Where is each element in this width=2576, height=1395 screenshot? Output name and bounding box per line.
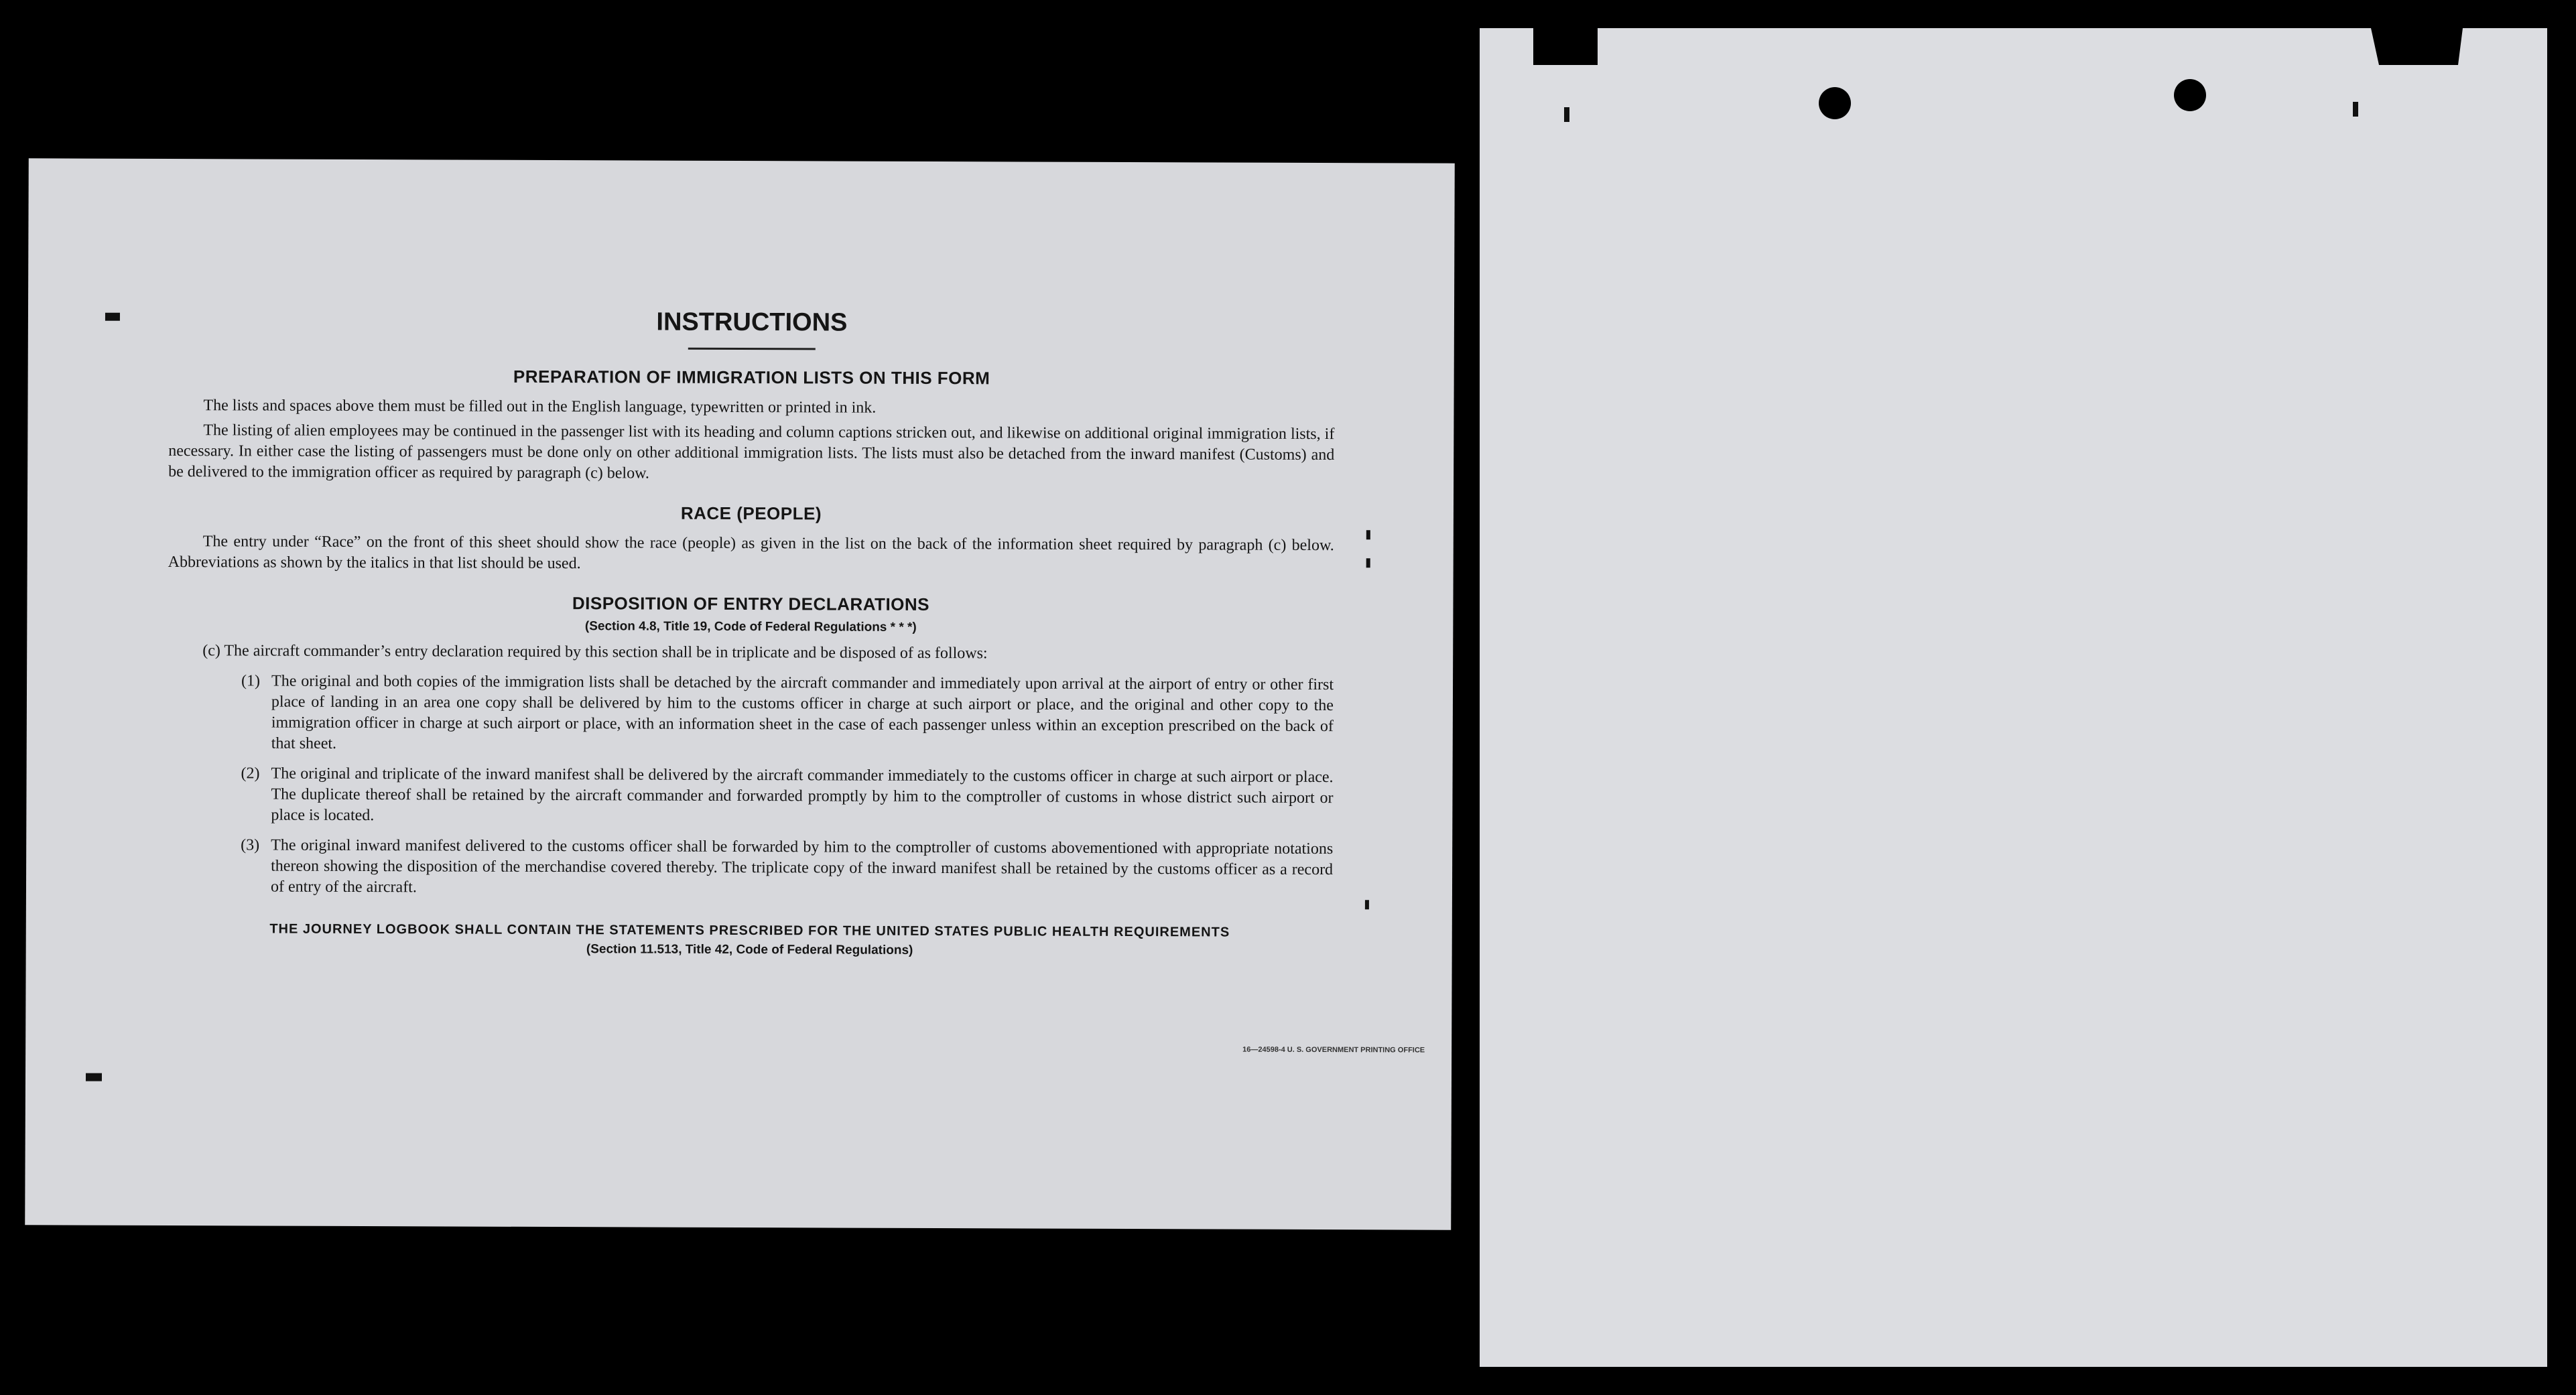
list-item-text: The original inward manifest delivered to the customs officer shall be forwarded by him to the comptroller of customs abovementioned with appropriate notations thereon showing the disposition of the merchandise covered thereby. The triplicate copy of the inward manifest shall be retained by the customs officer as a record of entry of the aircraft. (270, 836, 1334, 896)
section-heading-preparation: PREPARATION OF IMMIGRATION LISTS ON THIS FORM (513, 366, 990, 389)
footer-statement: THE JOURNEY LOGBOOK SHALL CONTAIN THE STATEMENTS PRESCRIBED FOR THE UNITED STATES PUBLIC HEALTH REQUIREMENTS (269, 921, 1230, 940)
list-item-number: (1) (241, 672, 261, 690)
punch-hole (1819, 87, 1851, 119)
section-heading-race: RACE (PEOPLE) (680, 503, 822, 524)
scan-blemish (105, 313, 120, 321)
scan-blemish (1366, 530, 1370, 539)
punch-hole (2174, 79, 2206, 111)
list-item-number: (2) (241, 765, 260, 783)
scan-blemish (2353, 102, 2358, 117)
scan-blemish (86, 1073, 102, 1081)
page-title: INSTRUCTIONS (656, 308, 848, 337)
list-item-text: The original and both copies of the immigration lists shall be detached by the aircraft commander and immediately upon arrival at the airport of entry or other first place of landing in an area one copy shall be delivered by him to the customs officer in charge at such airport or place, and the original and other copy to the immigration officer in charge at such airport or place, with an information sheet in the case of each passenger unless within an exception prescribed on the back of that sheet. (271, 672, 1334, 752)
paragraph: (c) The aircraft commander’s entry declaration required by this section shall be in triplicate and be disposed of as follows: (202, 642, 988, 663)
list-item (241, 835, 1333, 901)
list-item-text: The original and triplicate of the inward manifest shall be delivered by the aircraft commander immediately to the customs officer in charge at such airport or place. The duplicate thereof shall be retained by the aircraft commander and forwarded promptly by him to the comptroller of customs in whose district such airport or place is located. (271, 765, 1334, 825)
paragraph: The listing of alien employees may be continued in the passenger list with its heading and column captions stricken out, and likewise on additional original immigration lists, if necessary. In either case the listing of passengers must be done only on other additional immigration lists. The lists must also be detached from the inward manifest (Customs) and be delivered to the immigration officer as required by paragraph (c) below. (168, 421, 1335, 482)
section-citation: (Section 4.8, Title 19, Code of Federal Regulations * * *) (584, 619, 917, 635)
scan-blemish (1365, 900, 1369, 909)
list-item (241, 671, 1334, 758)
paragraph: The lists and spaces above them must be filled out in the English language, typewritten or printed in ink. (203, 397, 877, 417)
print-line: 16—24598-4 U. S. GOVERNMENT PRINTING OFFICE (1242, 1045, 1425, 1055)
title-underline (688, 348, 816, 350)
instructions-page (25, 158, 1455, 1230)
instructions-content (167, 306, 1335, 959)
paragraph: The entry under “Race” on the front of this sheet should show the race (people) as given in the list on the back of the information sheet required by paragraph (c) below. Abbreviations as shown by the italics in that list should be used. (168, 533, 1334, 573)
section-heading-disposition: DISPOSITION OF ENTRY DECLARATIONS (572, 593, 930, 614)
blank-page (1480, 28, 2547, 1367)
scan-blemish (1366, 558, 1370, 568)
list-item-number: (3) (241, 836, 260, 854)
scan-blemish (1564, 107, 1569, 122)
list-item (241, 763, 1333, 829)
footer-citation: (Section 11.513, Title 42, Code of Federal Regulations) (586, 942, 913, 957)
